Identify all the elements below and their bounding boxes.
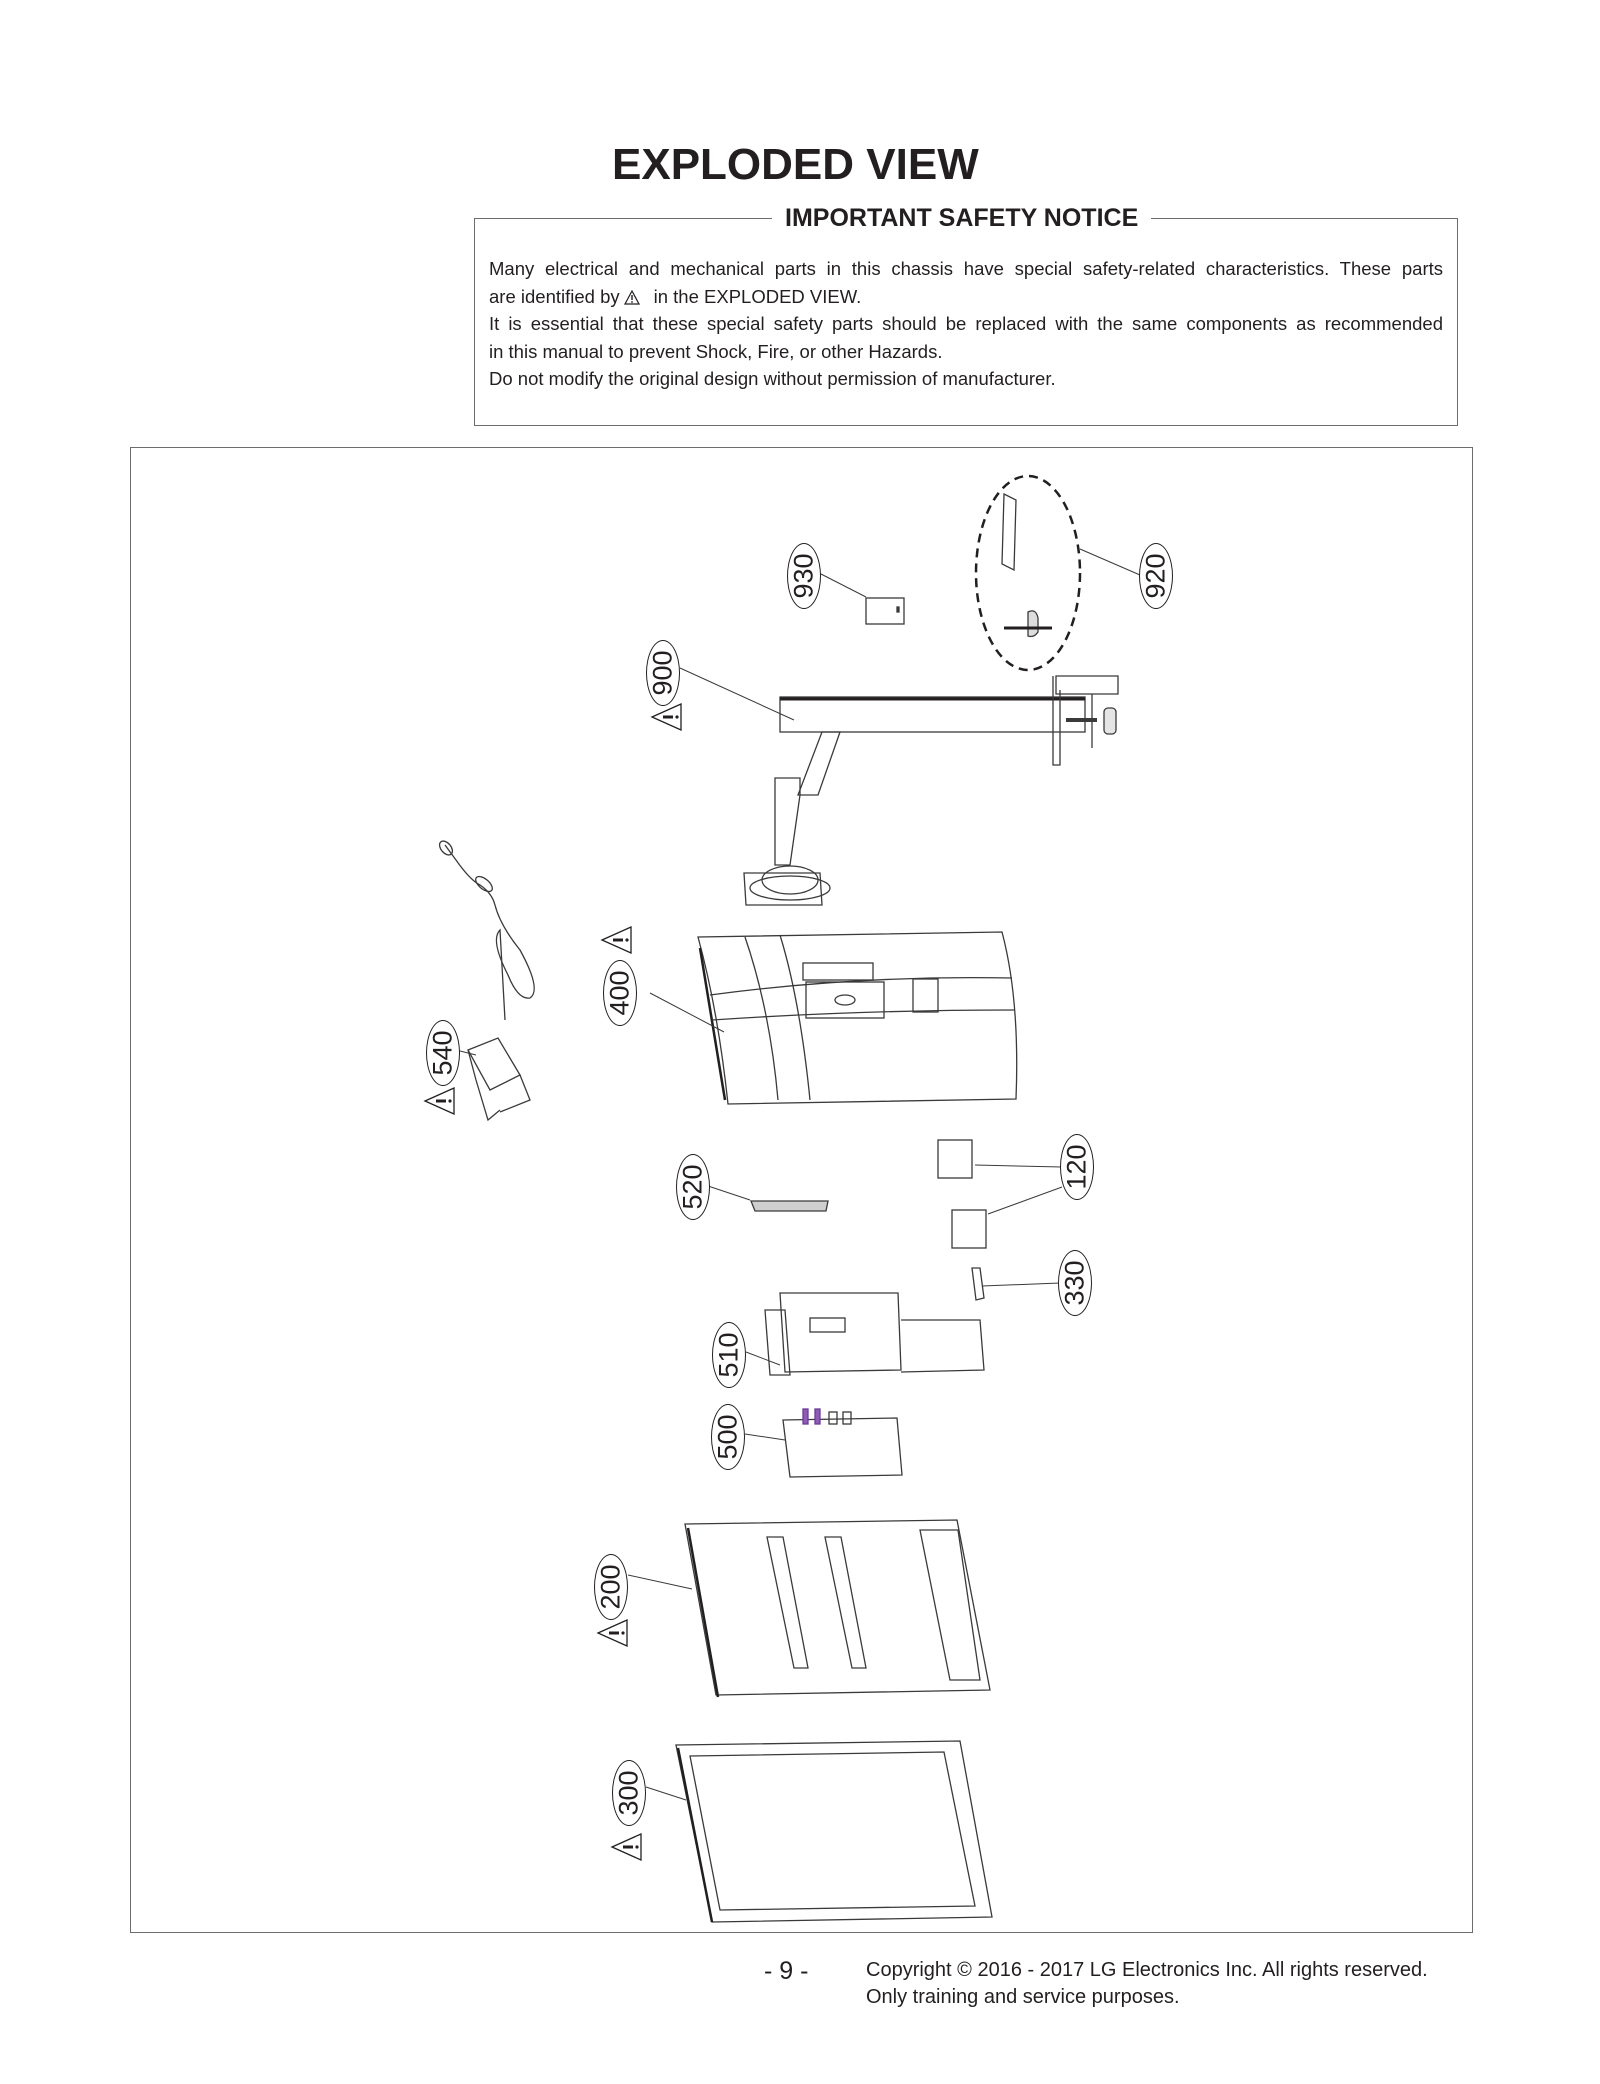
exploded-view-frame (130, 447, 1473, 1933)
notice-line-2: are identified by in the EXPLODED VIEW. (489, 285, 862, 307)
safety-notice-heading: IMPORTANT SAFETY NOTICE (772, 204, 1151, 233)
notice-line-3: It is essential that these special safety parts should be replaced with the same components as recommended (489, 313, 1443, 334)
part-label-900: 900 (646, 640, 680, 706)
warning-triangle-icon (624, 290, 640, 305)
safety-warning-icon-200 (596, 1618, 630, 1648)
part-label-200: 200 (594, 1554, 628, 1620)
copyright-line: Copyright © 2016 - 2017 LG Electronics Inc. All rights reserved. (866, 1959, 1428, 1981)
part-label-330: 330 (1058, 1250, 1092, 1316)
part-label-520: 520 (676, 1154, 710, 1220)
safety-warning-icon-400 (600, 925, 634, 955)
safety-warning-icon-540 (423, 1086, 457, 1116)
safety-warning-icon-900 (650, 702, 684, 732)
copyright-notice (866, 1957, 1428, 2011)
part-label-500: 500 (711, 1404, 745, 1470)
part-label-930: 930 (787, 543, 821, 609)
safety-notice-box (474, 204, 1458, 426)
notice-line-5: Do not modify the original design without permission of manufacturer. (489, 368, 1056, 389)
part-label-540: 540 (426, 1020, 460, 1086)
usage-line: Only training and service purposes. (866, 1986, 1180, 2008)
notice-line-1: Many electrical and mechanical parts in this chassis have special safety-related characteristics. These parts (489, 258, 1443, 279)
part-label-920: 920 (1139, 543, 1173, 609)
part-label-510: 510 (712, 1322, 746, 1388)
notice-line-4: in this manual to prevent Shock, Fire, or other Hazards. (489, 340, 943, 362)
page-number: - 9 - (764, 1957, 809, 1985)
part-label-400: 400 (603, 960, 637, 1026)
part-label-120: 120 (1060, 1134, 1094, 1200)
page-title: EXPLODED VIEW (612, 140, 979, 189)
safety-warning-icon-300 (610, 1832, 644, 1862)
safety-notice-body (489, 255, 1443, 393)
part-label-300: 300 (612, 1760, 646, 1826)
